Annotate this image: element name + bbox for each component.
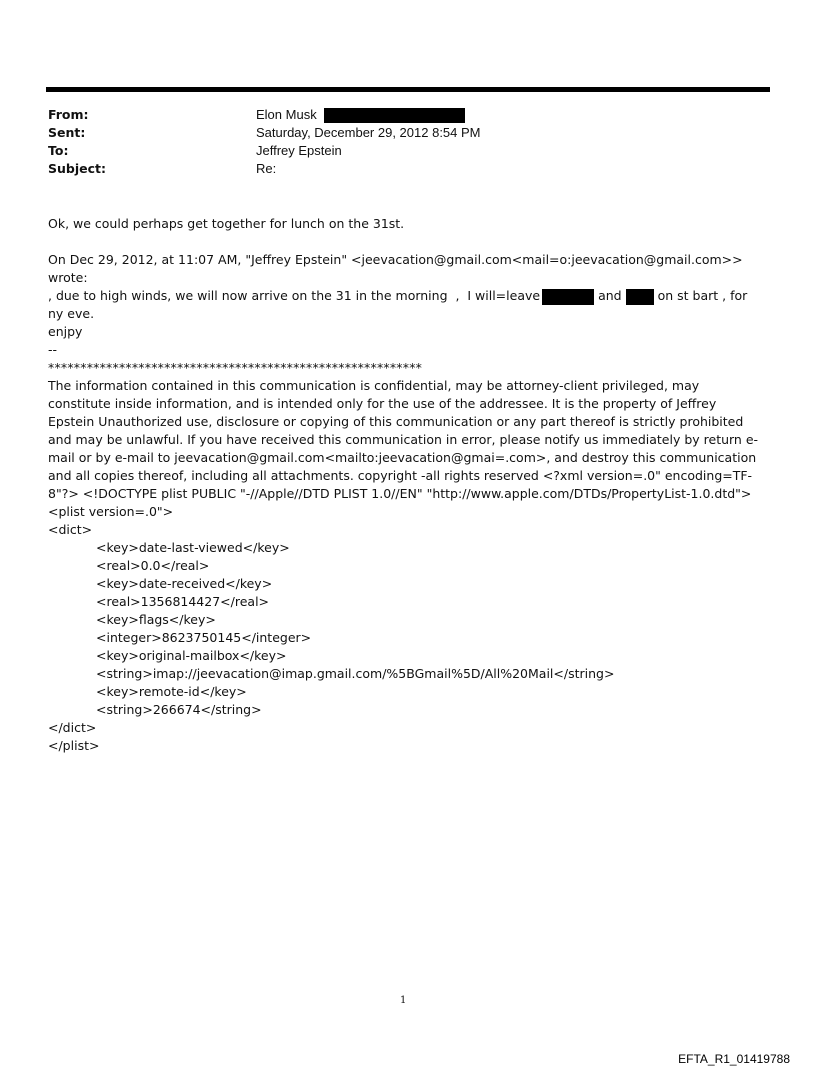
dict-open: <dict>: [48, 522, 93, 537]
quoted-message: [48, 287, 760, 341]
from-name: Elon Musk: [256, 107, 317, 122]
from-row: [48, 106, 748, 124]
separator-asterisks: **********************************************************: [48, 360, 423, 375]
quoted-part-3: on st bart , for ny eve.: [48, 288, 752, 321]
quote-intro: On Dec 29, 2012, at 11:07 AM, "Jeffrey Epstein" <jeevacation@gmail.com<mail=o:jeevacation@gmail.com>> wrote:: [48, 252, 747, 285]
plist-entry: <integer>8623750145</integer>: [96, 630, 312, 645]
subject-row: [48, 160, 748, 178]
plist-entry: <key>date-last-viewed</key>: [96, 540, 290, 555]
plist-block: [48, 503, 760, 755]
page-number: 1: [400, 995, 407, 1006]
sent-row: [48, 124, 748, 142]
plist-entry: <string>imap://jeevacation@imap.gmail.com/%5BGmail%5D/All%20Mail</string>: [96, 666, 615, 681]
plist-close: </plist>: [48, 738, 100, 753]
from-value: [256, 106, 465, 124]
sent-value: Saturday, December 29, 2012 8:54 PM: [256, 125, 481, 140]
plist-entry: <string>266674</string>: [96, 702, 262, 717]
plist-entry: <key>flags</key>: [96, 612, 216, 627]
quote-intro-block: [48, 251, 760, 287]
plist-entry: <real>1356814427</real>: [96, 594, 270, 609]
redaction-box: [626, 289, 654, 305]
dict-close: </dict>: [48, 720, 97, 735]
plist-entry: <key>date-received</key>: [96, 576, 273, 591]
signature-separator: [48, 341, 760, 377]
reply-text: Ok, we could perhaps get together for lunch on the 31st.: [48, 216, 405, 231]
redaction-box: [324, 108, 465, 123]
to-row: [48, 142, 748, 160]
plist-entry: <real>0.0</real>: [96, 558, 210, 573]
separator-dashes: --: [48, 342, 58, 357]
disclaimer-block: [48, 377, 760, 503]
to-label: To:: [48, 143, 69, 158]
quoted-line-1: [48, 287, 760, 323]
email-header: [48, 106, 748, 178]
to-value: Jeffrey Epstein: [256, 143, 342, 158]
reply-text-block: [48, 215, 760, 233]
subject-label: Subject:: [48, 161, 106, 176]
quoted-part-1: , due to high winds, we will now arrive on the 31 in the morning , I will=leave: [48, 288, 541, 303]
plist-entry: <key>remote-id</key>: [96, 684, 247, 699]
redaction-box: [542, 289, 594, 305]
quoted-line-2: enjpy: [48, 324, 83, 339]
plist-entry: <key>original-mailbox</key>: [96, 648, 287, 663]
header-rule: [46, 87, 770, 92]
disclaimer-text: The information contained in this communication is confidential, may be attorney-client privileged, may constitute inside information, and is intended only for the use of the addressee. It is the property of Jeffrey Epstein Unauthorized use, disclosure or copying of this communication or any part thereof is strictly prohibited and may be unlawful. If you have received this communication in error, please notify us immediately by return e-mail or by e-mail to jeevacation@gmail.com<mailto:jeevacation@gmai=.com>, and destroy this communication and all copies thereof, including all attachments. copyright -all rights reserved <?xml version=.0" encoding=TF-8"?> <!DOCTYPE plist PUBLIC "-//Apple//DTD PLIST 1.0//EN" "http://www.apple.com/DTDs/PropertyList-1.0.dtd">: [48, 378, 761, 501]
subject-value: Re:: [256, 161, 277, 176]
sent-label: Sent:: [48, 125, 86, 140]
document-id: EFTA_R1_01419788: [678, 1052, 790, 1066]
quoted-part-2: and: [598, 288, 622, 303]
from-label: From:: [48, 107, 89, 122]
plist-open: <plist version=.0">: [48, 504, 174, 519]
